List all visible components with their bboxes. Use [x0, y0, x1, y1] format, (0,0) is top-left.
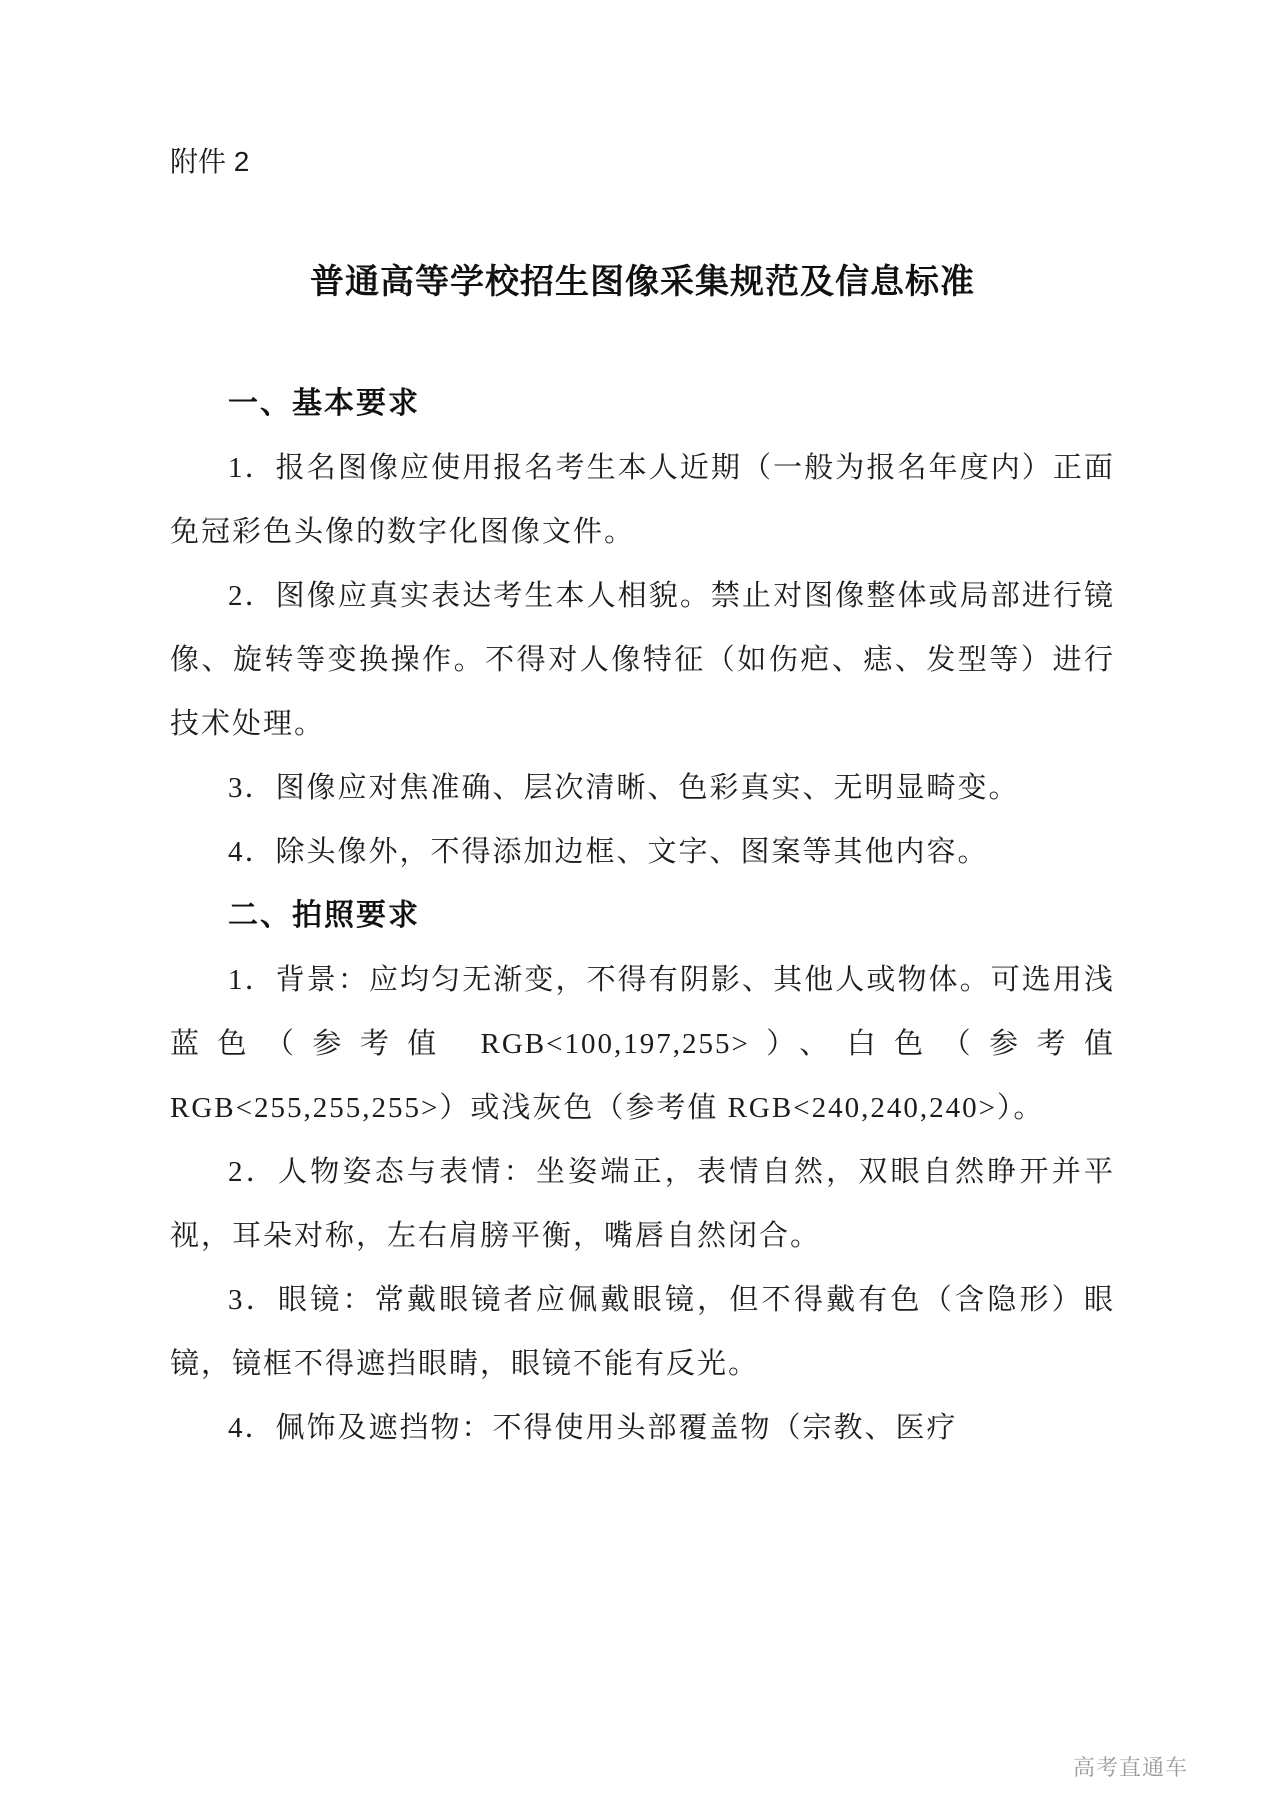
section-2-paragraph-3: 3．眼镜：常戴眼镜者应佩戴眼镜，但不得戴有色（含隐形）眼镜，镜框不得遮挡眼睛，眼镜不能有反光。	[170, 1284, 1115, 1380]
section-2-paragraph-1: 1．背景：应均匀无渐变，不得有阴影、其他人或物体。可选用浅蓝色（参考值 RGB<100,197,255>）、白色（参考值 RGB<255,255,255>）或浅灰色（参考值 RGB<240,240,240>）。	[170, 964, 1115, 1124]
section-1-heading: 一、基本要求	[228, 387, 420, 420]
watermark: 高考直通车	[1072, 1755, 1188, 1780]
section-1-paragraph-1: 1．报名图像应使用报名考生本人近期（一般为报名年度内）正面免冠彩色头像的数字化图像文件。	[170, 452, 1115, 548]
section-2-heading: 二、拍照要求	[228, 899, 420, 932]
section-1-paragraph-4: 4．除头像外，不得添加边框、文字、图案等其他内容。	[228, 836, 989, 868]
document-content	[170, 140, 1115, 1460]
section-1-paragraph-3: 3．图像应对焦准确、层次清晰、色彩真实、无明显畸变。	[228, 772, 1020, 804]
section-1-paragraph-2: 2．图像应真实表达考生本人相貌。禁止对图像整体或局部进行镜像、旋转等变换操作。不得对人像特征（如伤疤、痣、发型等）进行技术处理。	[170, 580, 1115, 740]
attachment-label: 附件 2	[170, 146, 250, 177]
section-2-paragraph-2: 2．人物姿态与表情：坐姿端正，表情自然，双眼自然睁开并平视，耳朵对称，左右肩膀平衡，嘴唇自然闭合。	[170, 1156, 1115, 1252]
section-2-paragraph-4: 4．佩饰及遮挡物：不得使用头部覆盖物（宗教、医疗	[228, 1412, 958, 1444]
document-title: 普通高等学校招生图像采集规范及信息标准	[310, 263, 975, 301]
